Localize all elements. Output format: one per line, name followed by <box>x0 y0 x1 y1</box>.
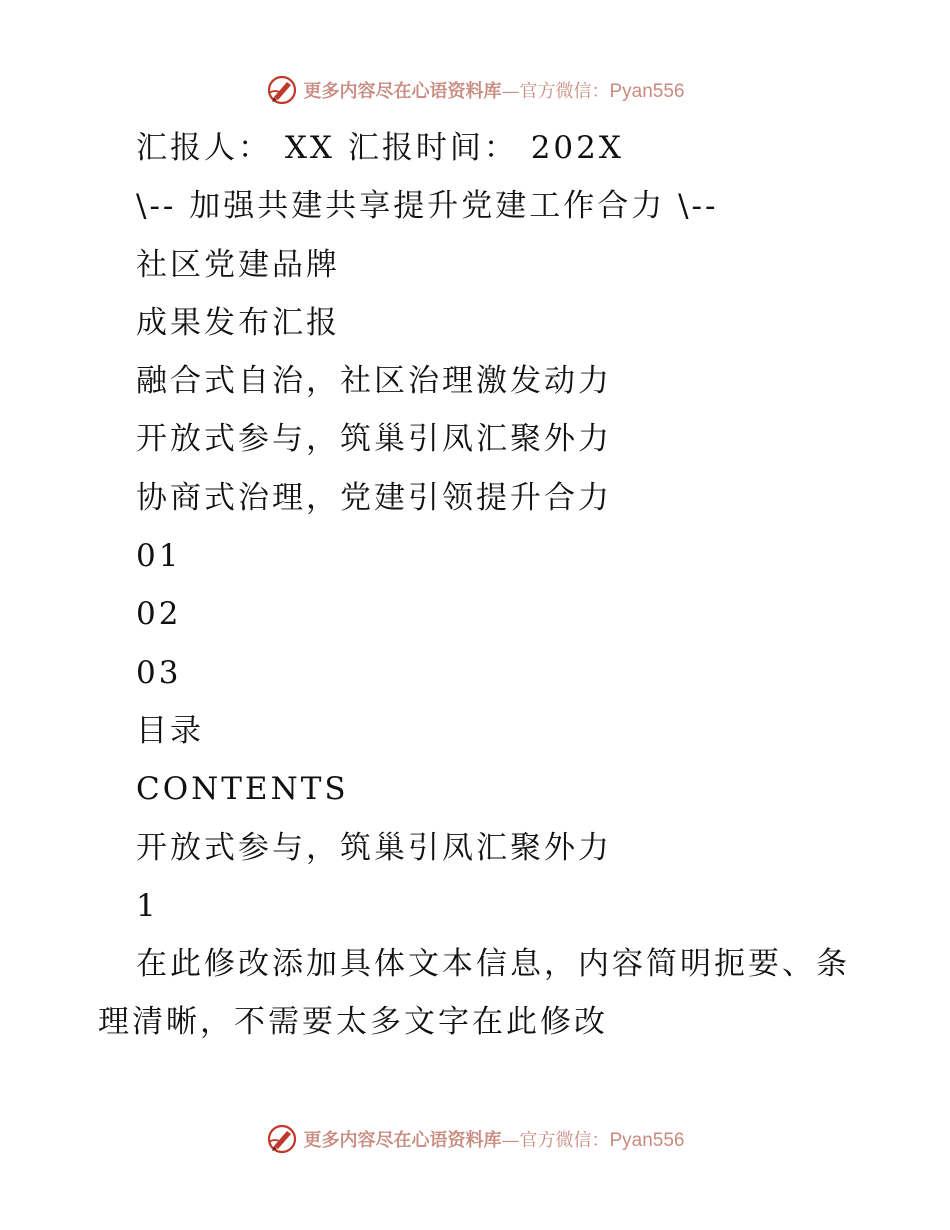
contents-heading: 目录 <box>136 712 204 749</box>
pen-logo-icon <box>265 1122 299 1156</box>
watermark-site-name: 更多内容尽在心语资料库 <box>303 81 502 102</box>
footer-watermark <box>0 1119 950 1159</box>
section-heading-2: 开放式参与，筑巢引凤汇聚外力 <box>136 421 612 458</box>
subtitle-line: \-- 加强共建共享提升党建工作合力 \-- <box>136 188 719 225</box>
watermark-separator: —官方微信： <box>501 1130 610 1151</box>
pen-logo-icon <box>265 73 299 107</box>
section-number-1: 01 <box>136 538 182 575</box>
watermark-site-name: 更多内容尽在心语资料库 <box>303 1130 502 1151</box>
watermark-wechat-id: Pyan556 <box>609 81 685 102</box>
report-meta-line: 汇报人： XX 汇报时间： 202X <box>136 130 624 166</box>
watermark-text <box>303 77 684 103</box>
section-number-3: 03 <box>136 654 182 691</box>
watermark-wechat-id: Pyan556 <box>609 1130 685 1151</box>
watermark-text <box>303 1126 684 1152</box>
document-body <box>98 119 868 1052</box>
body-paragraph: 在此修改添加具体文本信息，内容简明扼要、条理清晰，不需要太多文字在此修改 <box>98 946 850 1041</box>
chapter-number: 1 <box>136 887 159 924</box>
section-number-2: 02 <box>136 596 182 633</box>
contents-heading-en: CONTENTS <box>136 771 349 808</box>
section-heading-1: 融合式自治，社区治理激发动力 <box>136 363 612 400</box>
chapter-title: 开放式参与，筑巢引凤汇聚外力 <box>136 829 612 866</box>
watermark-separator: —官方微信： <box>501 81 610 102</box>
section-heading-3: 协商式治理，党建引领提升合力 <box>136 479 612 516</box>
header-watermark <box>0 70 950 110</box>
title-line-2: 成果发布汇报 <box>136 304 340 341</box>
title-line-1: 社区党建品牌 <box>136 246 340 283</box>
